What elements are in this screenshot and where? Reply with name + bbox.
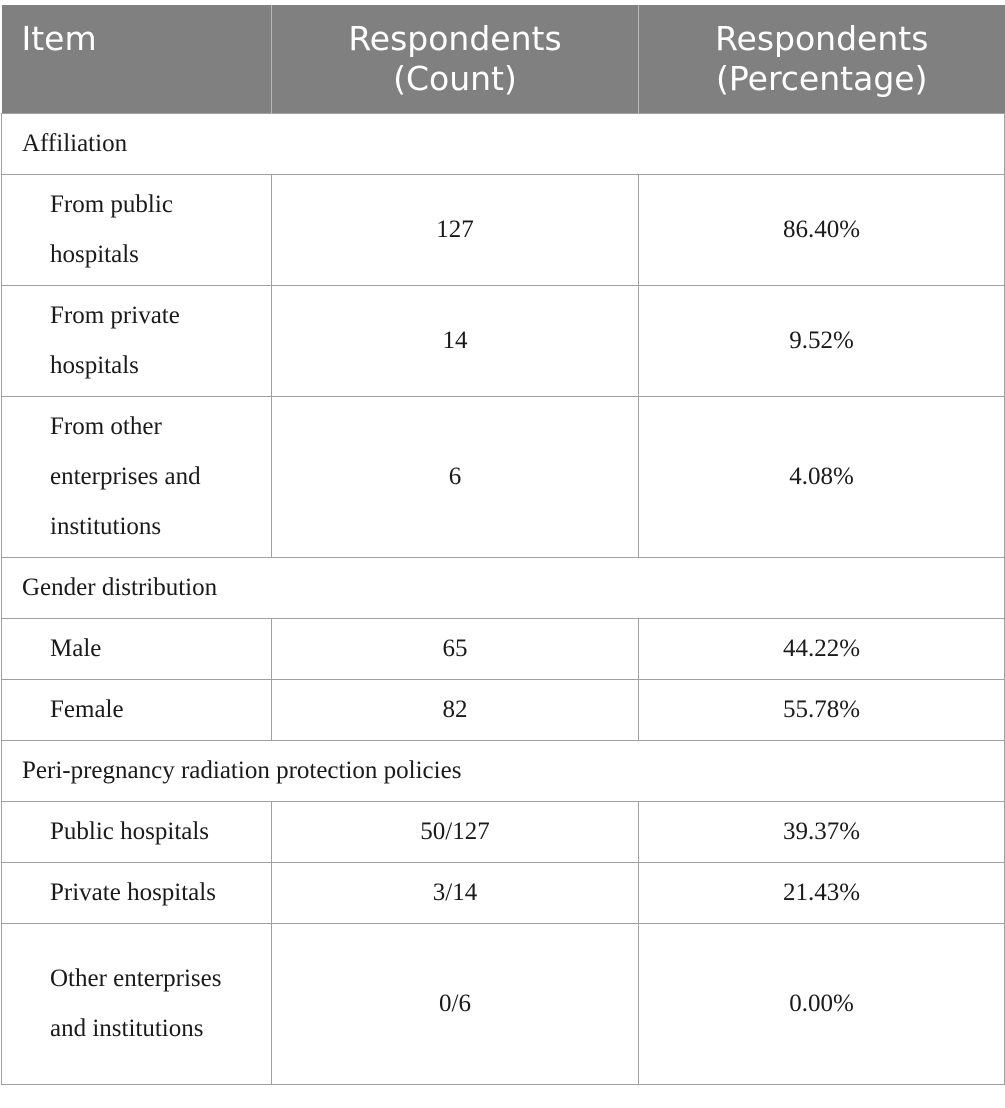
row-item: Female	[2, 680, 272, 741]
row-count: 127	[272, 175, 639, 286]
section-title-affiliation: Affiliation	[2, 114, 1005, 175]
row-item: Public hospitals	[2, 802, 272, 863]
row-percentage: 0.00%	[639, 924, 1005, 1085]
row-percentage: 44.22%	[639, 619, 1005, 680]
header-pct-line2: (Percentage)	[716, 59, 928, 98]
header-item: Item	[2, 5, 272, 114]
header-count-line2: (Count)	[393, 59, 517, 98]
header-row	[2, 5, 1005, 114]
row-count: 82	[272, 680, 639, 741]
section-row	[2, 741, 1005, 802]
row-item: Other enterprises and institutions	[2, 924, 272, 1085]
section-title-gender: Gender distribution	[2, 558, 1005, 619]
table-row	[2, 924, 1005, 1085]
section-row	[2, 558, 1005, 619]
table-row	[2, 802, 1005, 863]
row-count: 50/127	[272, 802, 639, 863]
table-header	[2, 5, 1005, 114]
row-percentage: 55.78%	[639, 680, 1005, 741]
row-item: From private hospitals	[2, 286, 272, 397]
row-item: Male	[2, 619, 272, 680]
table-body	[2, 114, 1005, 1085]
row-item: From other enterprises and institutions	[2, 397, 272, 558]
table-row	[2, 175, 1005, 286]
table-row	[2, 863, 1005, 924]
row-percentage: 39.37%	[639, 802, 1005, 863]
header-percentage	[639, 5, 1005, 114]
row-count: 0/6	[272, 924, 639, 1085]
header-count	[272, 5, 639, 114]
section-title-policies: Peri-pregnancy radiation protection policies	[2, 741, 1005, 802]
table-row	[2, 680, 1005, 741]
row-count: 14	[272, 286, 639, 397]
row-percentage: 9.52%	[639, 286, 1005, 397]
row-item: From public hospitals	[2, 175, 272, 286]
table-row	[2, 619, 1005, 680]
row-count: 3/14	[272, 863, 639, 924]
header-count-line1: Respondents	[348, 19, 562, 58]
header-pct-line1: Respondents	[715, 19, 929, 58]
row-count: 6	[272, 397, 639, 558]
table-row	[2, 397, 1005, 558]
row-count: 65	[272, 619, 639, 680]
row-item: Private hospitals	[2, 863, 272, 924]
row-percentage: 4.08%	[639, 397, 1005, 558]
table-row	[2, 286, 1005, 397]
row-percentage: 21.43%	[639, 863, 1005, 924]
row-percentage: 86.40%	[639, 175, 1005, 286]
respondents-table	[1, 5, 1005, 1085]
section-row	[2, 114, 1005, 175]
